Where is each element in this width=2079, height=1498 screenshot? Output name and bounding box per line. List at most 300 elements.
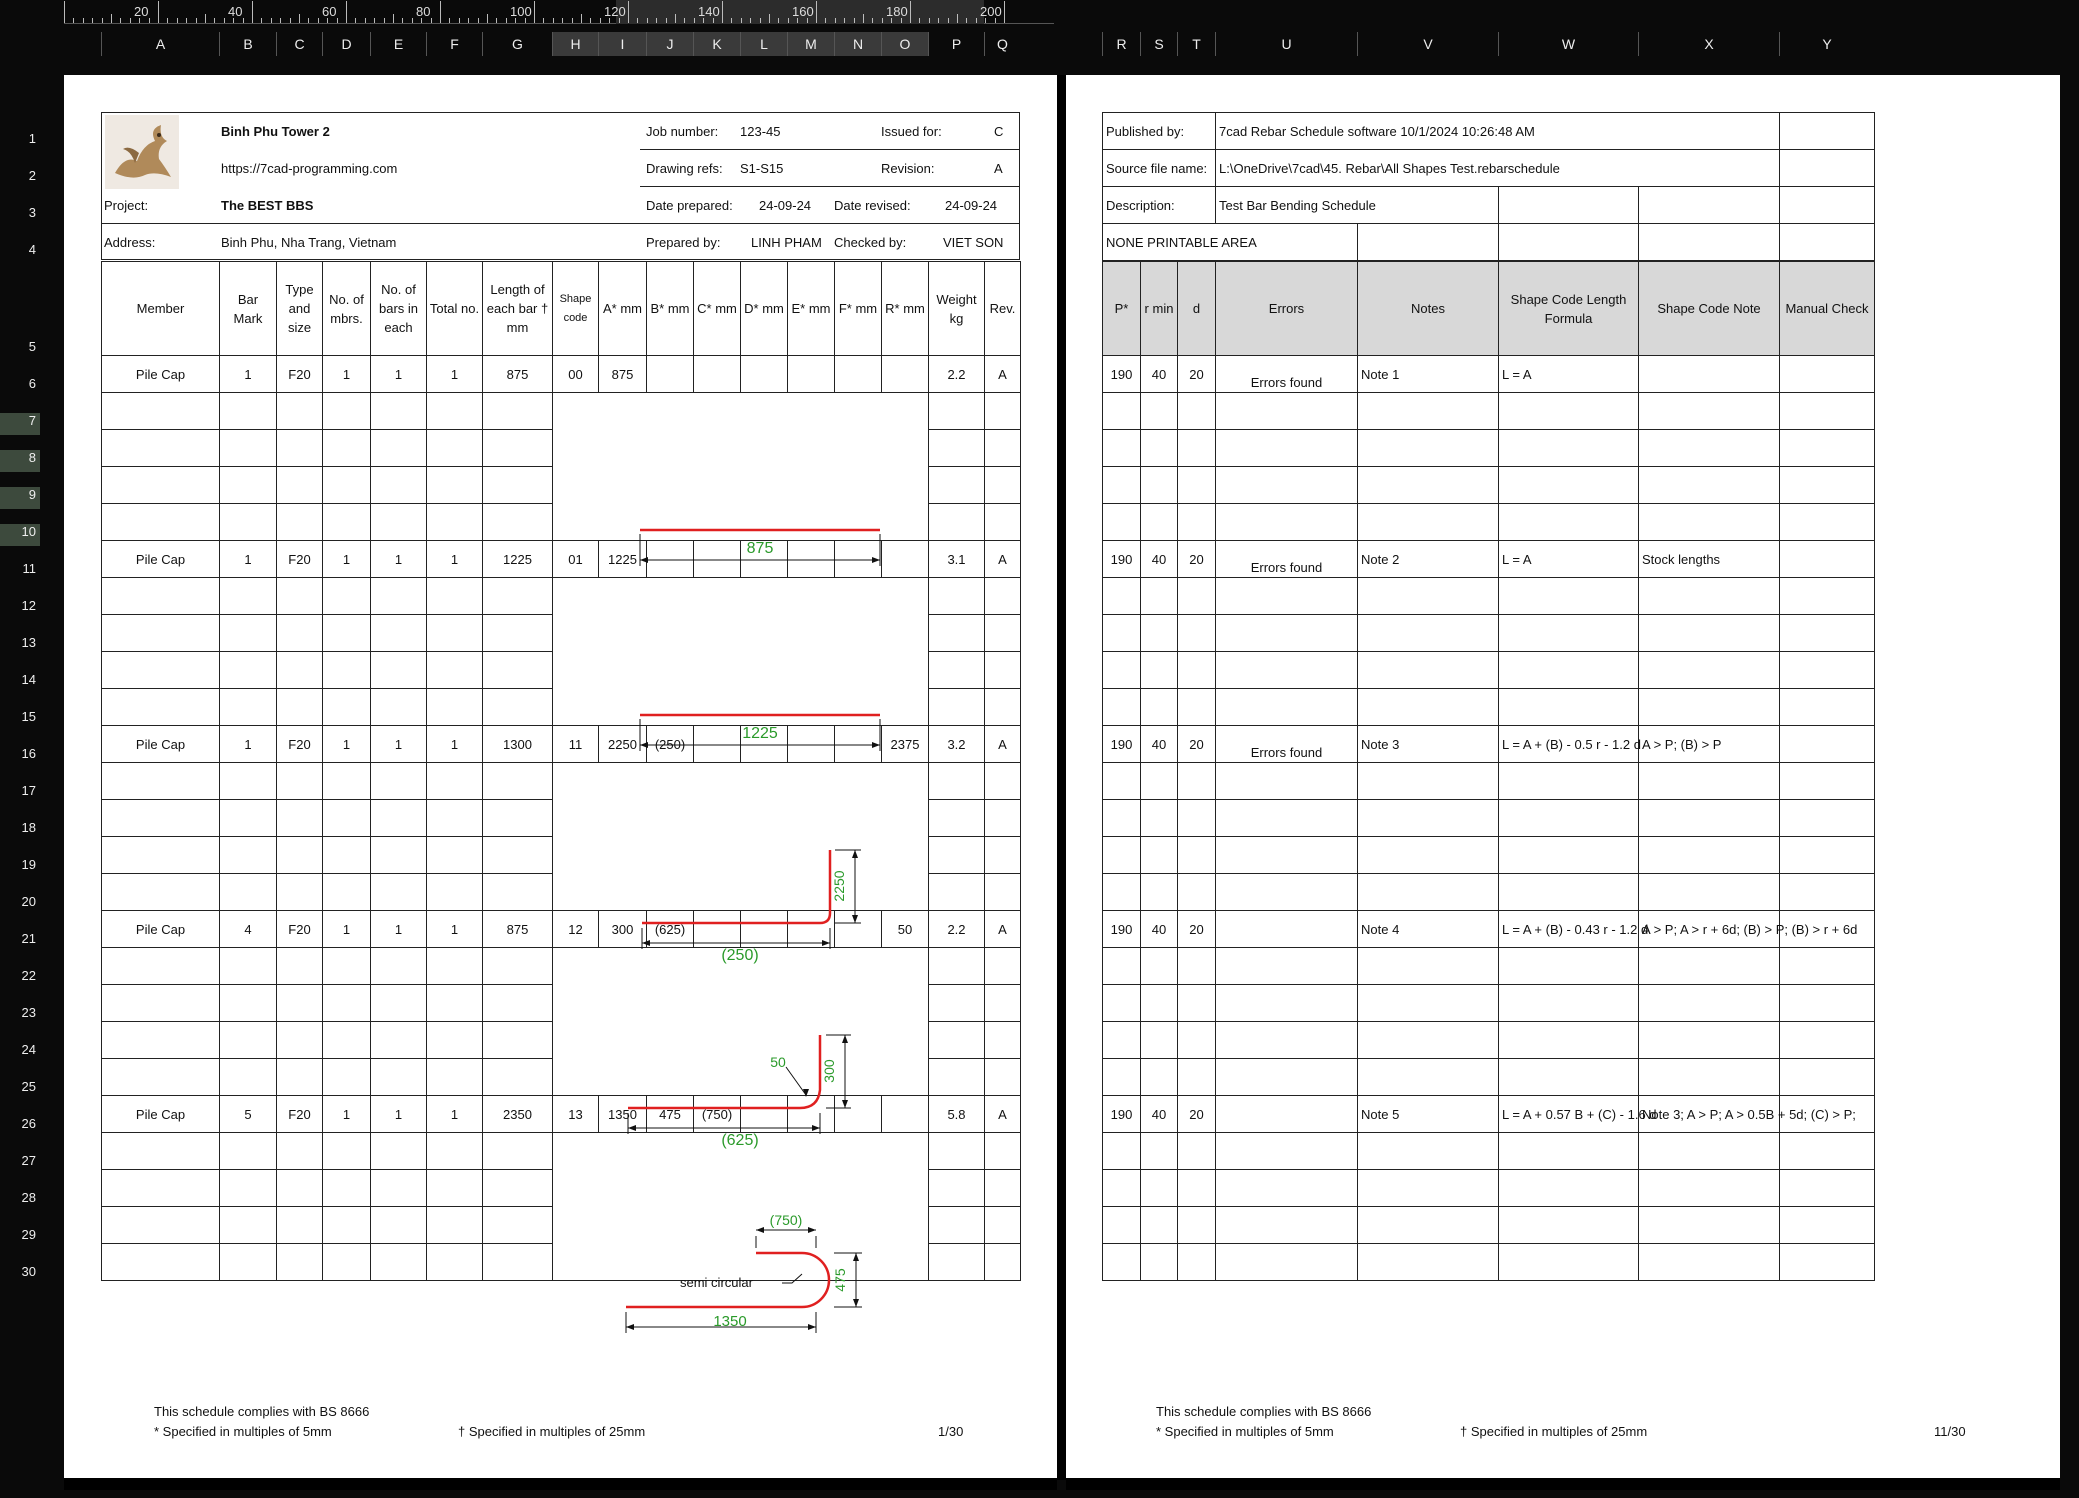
empty-cell[interactable] xyxy=(483,578,553,615)
empty-cell[interactable] xyxy=(483,985,553,1022)
empty-cell[interactable] xyxy=(1141,874,1178,911)
empty-cell[interactable] xyxy=(1499,1059,1639,1096)
empty-cell[interactable] xyxy=(277,689,323,726)
empty-cell[interactable] xyxy=(1639,504,1780,541)
empty-cell[interactable] xyxy=(323,1133,371,1170)
empty-cell[interactable] xyxy=(1358,578,1499,615)
empty-cell[interactable] xyxy=(1639,1207,1780,1244)
cell-total[interactable]: 1 xyxy=(427,356,483,393)
empty-cell[interactable] xyxy=(1178,1170,1216,1207)
cell-member[interactable]: Pile Cap xyxy=(102,356,220,393)
cell-a[interactable]: 875 xyxy=(599,356,647,393)
empty-cell[interactable] xyxy=(1639,763,1780,800)
empty-cell[interactable] xyxy=(102,1133,220,1170)
empty-cell[interactable] xyxy=(371,1059,427,1096)
empty-cell[interactable] xyxy=(323,948,371,985)
empty-cell[interactable] xyxy=(1499,504,1639,541)
empty-cell[interactable] xyxy=(220,1059,277,1096)
check-cell-formula[interactable]: L = A + 0.57 B + (C) - 1.6 d xyxy=(1499,1096,1639,1133)
empty-cell[interactable] xyxy=(1178,837,1216,874)
empty-cell[interactable] xyxy=(323,1207,371,1244)
empty-cell[interactable] xyxy=(220,615,277,652)
empty-cell[interactable] xyxy=(220,763,277,800)
empty-cell[interactable] xyxy=(102,948,220,985)
empty-cell[interactable] xyxy=(277,837,323,874)
empty-cell[interactable] xyxy=(427,1207,483,1244)
empty-cell[interactable] xyxy=(102,1022,220,1059)
column-header-m[interactable]: M xyxy=(787,32,834,56)
empty-cell[interactable] xyxy=(1178,1207,1216,1244)
empty-cell[interactable] xyxy=(1639,837,1780,874)
empty-cell[interactable] xyxy=(1780,1170,1875,1207)
empty-cell[interactable] xyxy=(277,1133,323,1170)
manual-check-cell[interactable] xyxy=(1780,356,1875,393)
cell-a[interactable]: 300 xyxy=(599,911,647,948)
cell-r[interactable]: 2375 xyxy=(882,726,929,763)
empty-cell[interactable] xyxy=(371,874,427,911)
cell-b[interactable]: 475 xyxy=(647,1096,694,1133)
empty-cell[interactable] xyxy=(1780,467,1875,504)
row-header-8[interactable]: 8 xyxy=(0,450,40,472)
check-cell-d[interactable]: 20 xyxy=(1178,1096,1216,1133)
empty-cell[interactable] xyxy=(277,393,323,430)
empty-cell[interactable] xyxy=(1216,1170,1358,1207)
empty-cell[interactable] xyxy=(483,689,553,726)
empty-cell[interactable] xyxy=(1780,393,1875,430)
empty-cell[interactable] xyxy=(1141,837,1178,874)
empty-cell[interactable] xyxy=(1141,578,1178,615)
row-header-27[interactable]: 27 xyxy=(21,1153,36,1168)
empty-cell[interactable] xyxy=(1141,615,1178,652)
empty-cell[interactable] xyxy=(277,985,323,1022)
empty-cell[interactable] xyxy=(427,948,483,985)
empty-cell[interactable] xyxy=(427,652,483,689)
check-cell-d[interactable]: 20 xyxy=(1178,726,1216,763)
check-cell-errors[interactable] xyxy=(1216,911,1358,948)
empty-cell[interactable] xyxy=(1358,1059,1499,1096)
cell-a[interactable]: 1225 xyxy=(599,541,647,578)
cell-shape[interactable]: 13 xyxy=(553,1096,599,1133)
empty-cell[interactable] xyxy=(1358,837,1499,874)
empty-cell[interactable] xyxy=(371,393,427,430)
row-header-4[interactable]: 4 xyxy=(28,242,36,257)
empty-cell[interactable] xyxy=(1216,800,1358,837)
empty-cell[interactable] xyxy=(220,430,277,467)
cell-member[interactable]: Pile Cap xyxy=(102,541,220,578)
empty-cell[interactable] xyxy=(427,874,483,911)
empty-cell[interactable] xyxy=(371,1207,427,1244)
column-header-f[interactable]: F xyxy=(426,32,482,56)
cell-member[interactable]: Pile Cap xyxy=(102,726,220,763)
empty-cell[interactable] xyxy=(483,393,553,430)
cell-r[interactable]: 50 xyxy=(882,911,929,948)
empty-cell[interactable] xyxy=(1358,985,1499,1022)
empty-cell[interactable] xyxy=(1780,615,1875,652)
cell-bar-mark[interactable]: 1 xyxy=(220,356,277,393)
empty-cell[interactable] xyxy=(1178,467,1216,504)
cell-bar-mark[interactable]: 5 xyxy=(220,1096,277,1133)
column-header-r[interactable]: R xyxy=(1102,32,1140,56)
empty-cell[interactable] xyxy=(1639,430,1780,467)
empty-cell[interactable] xyxy=(102,985,220,1022)
cell-type[interactable]: F20 xyxy=(277,356,323,393)
empty-cell[interactable] xyxy=(1178,985,1216,1022)
cell-mbrs[interactable]: 1 xyxy=(323,911,371,948)
cell-length[interactable]: 2350 xyxy=(483,1096,553,1133)
empty-cell[interactable] xyxy=(323,652,371,689)
check-cell-p[interactable]: 190 xyxy=(1103,356,1141,393)
empty-cell[interactable] xyxy=(985,874,1021,911)
cell-member[interactable]: Pile Cap xyxy=(102,1096,220,1133)
empty-cell[interactable] xyxy=(1178,615,1216,652)
empty-cell[interactable] xyxy=(1178,652,1216,689)
empty-cell[interactable] xyxy=(427,430,483,467)
empty-cell[interactable] xyxy=(1639,652,1780,689)
empty-cell[interactable] xyxy=(323,689,371,726)
column-header-h[interactable]: H xyxy=(552,32,598,56)
empty-cell[interactable] xyxy=(483,837,553,874)
column-header-y[interactable]: Y xyxy=(1779,32,1874,56)
check-cell-r[interactable]: 40 xyxy=(1141,1096,1178,1133)
column-header-t[interactable]: T xyxy=(1177,32,1215,56)
empty-cell[interactable] xyxy=(1780,1207,1875,1244)
check-cell-formula[interactable]: L = A + (B) - 0.5 r - 1.2 d xyxy=(1499,726,1639,763)
empty-cell[interactable] xyxy=(220,1244,277,1281)
row-header-18[interactable]: 18 xyxy=(21,820,36,835)
empty-cell[interactable] xyxy=(277,1207,323,1244)
empty-cell[interactable] xyxy=(427,578,483,615)
column-header-g[interactable]: G xyxy=(482,32,552,56)
empty-cell[interactable] xyxy=(483,1244,553,1281)
empty-cell[interactable] xyxy=(1639,985,1780,1022)
empty-cell[interactable] xyxy=(1103,800,1141,837)
empty-cell[interactable] xyxy=(1216,615,1358,652)
empty-cell[interactable] xyxy=(1216,763,1358,800)
empty-cell[interactable] xyxy=(1103,393,1141,430)
website-link[interactable]: https://7cad-programming.com xyxy=(221,161,398,176)
empty-cell[interactable] xyxy=(1141,985,1178,1022)
empty-cell[interactable] xyxy=(1216,1022,1358,1059)
empty-cell[interactable] xyxy=(1141,948,1178,985)
check-cell-formula[interactable]: L = A + (B) - 0.43 r - 1.2 d xyxy=(1499,911,1639,948)
cell-bars-each[interactable]: 1 xyxy=(371,1096,427,1133)
check-cell-r[interactable]: 40 xyxy=(1141,541,1178,578)
check-cell-note[interactable]: Note 3; A > P; A > 0.5B + 5d; (C) > P; xyxy=(1639,1096,1780,1133)
empty-cell[interactable] xyxy=(1499,393,1639,430)
empty-cell[interactable] xyxy=(985,1022,1021,1059)
empty-cell[interactable] xyxy=(1780,652,1875,689)
empty-cell[interactable] xyxy=(323,874,371,911)
cell-type[interactable]: F20 xyxy=(277,911,323,948)
empty-cell[interactable] xyxy=(371,763,427,800)
empty-cell[interactable] xyxy=(323,504,371,541)
empty-cell[interactable] xyxy=(1499,1170,1639,1207)
check-cell-formula[interactable]: L = A xyxy=(1499,356,1639,393)
empty-cell[interactable] xyxy=(1216,578,1358,615)
empty-cell[interactable] xyxy=(1639,615,1780,652)
empty-cell[interactable] xyxy=(1178,504,1216,541)
empty-cell[interactable] xyxy=(985,430,1021,467)
empty-cell[interactable] xyxy=(1780,578,1875,615)
cell-bars-each[interactable]: 1 xyxy=(371,726,427,763)
empty-cell[interactable] xyxy=(102,1207,220,1244)
empty-cell[interactable] xyxy=(1639,1170,1780,1207)
row-header-14[interactable]: 14 xyxy=(21,672,36,687)
row-header-22[interactable]: 22 xyxy=(21,968,36,983)
empty-cell[interactable] xyxy=(1780,1244,1875,1281)
empty-cell[interactable] xyxy=(371,430,427,467)
cell-shape[interactable]: 12 xyxy=(553,911,599,948)
check-cell-formula[interactable]: L = A xyxy=(1499,541,1639,578)
check-cell-r[interactable]: 40 xyxy=(1141,911,1178,948)
cell-weight[interactable]: 5.8 xyxy=(929,1096,985,1133)
empty-cell[interactable] xyxy=(277,1244,323,1281)
empty-cell[interactable] xyxy=(1178,1059,1216,1096)
empty-cell[interactable] xyxy=(1780,763,1875,800)
empty-cell[interactable] xyxy=(1216,1133,1358,1170)
empty-cell[interactable] xyxy=(1639,1059,1780,1096)
empty-cell[interactable] xyxy=(483,1170,553,1207)
empty-cell[interactable] xyxy=(102,689,220,726)
empty-cell[interactable] xyxy=(1358,652,1499,689)
cell-bars-each[interactable]: 1 xyxy=(371,541,427,578)
empty-cell[interactable] xyxy=(1103,689,1141,726)
empty-cell[interactable] xyxy=(1499,837,1639,874)
cell-weight[interactable]: 2.2 xyxy=(929,911,985,948)
empty-cell[interactable] xyxy=(371,615,427,652)
empty-cell[interactable] xyxy=(1141,504,1178,541)
empty-cell[interactable] xyxy=(1639,467,1780,504)
empty-cell[interactable] xyxy=(1141,800,1178,837)
row-header-23[interactable]: 23 xyxy=(21,1005,36,1020)
cell-rev[interactable]: A xyxy=(985,911,1021,948)
row-header-3[interactable]: 3 xyxy=(28,205,36,220)
empty-cell[interactable] xyxy=(102,652,220,689)
empty-cell[interactable] xyxy=(1780,1022,1875,1059)
empty-cell[interactable] xyxy=(985,837,1021,874)
empty-cell[interactable] xyxy=(1358,393,1499,430)
check-cell-r[interactable]: 40 xyxy=(1141,726,1178,763)
empty-cell[interactable] xyxy=(1178,800,1216,837)
empty-cell[interactable] xyxy=(277,430,323,467)
empty-cell[interactable] xyxy=(1216,874,1358,911)
empty-cell[interactable] xyxy=(1141,467,1178,504)
empty-cell[interactable] xyxy=(483,948,553,985)
cell-type[interactable]: F20 xyxy=(277,726,323,763)
empty-cell[interactable] xyxy=(1103,615,1141,652)
cell-shape[interactable]: 11 xyxy=(553,726,599,763)
empty-cell[interactable] xyxy=(1216,1244,1358,1281)
empty-cell[interactable] xyxy=(1178,874,1216,911)
empty-cell[interactable] xyxy=(220,1207,277,1244)
empty-cell[interactable] xyxy=(277,1170,323,1207)
check-cell-notes[interactable]: Note 5 xyxy=(1358,1096,1499,1133)
row-header-10[interactable]: 10 xyxy=(0,524,40,546)
row-header-15[interactable]: 15 xyxy=(21,709,36,724)
empty-cell[interactable] xyxy=(427,1170,483,1207)
empty-cell[interactable] xyxy=(323,1170,371,1207)
empty-cell[interactable] xyxy=(220,800,277,837)
check-cell-notes[interactable]: Note 2 xyxy=(1358,541,1499,578)
empty-cell[interactable] xyxy=(1358,467,1499,504)
empty-cell[interactable] xyxy=(1141,1244,1178,1281)
empty-cell[interactable] xyxy=(427,837,483,874)
empty-cell[interactable] xyxy=(1103,504,1141,541)
empty-cell[interactable] xyxy=(1780,985,1875,1022)
empty-cell[interactable] xyxy=(1216,948,1358,985)
column-header-k[interactable]: K xyxy=(693,32,740,56)
column-header-o[interactable]: O xyxy=(881,32,928,56)
empty-cell[interactable] xyxy=(323,837,371,874)
cell-c[interactable]: (750) xyxy=(694,1096,741,1133)
empty-cell[interactable] xyxy=(985,467,1021,504)
empty-cell[interactable] xyxy=(1499,763,1639,800)
empty-cell[interactable] xyxy=(102,393,220,430)
empty-cell[interactable] xyxy=(1358,1207,1499,1244)
empty-cell[interactable] xyxy=(277,874,323,911)
empty-cell[interactable] xyxy=(985,985,1021,1022)
empty-cell[interactable] xyxy=(102,1170,220,1207)
manual-check-cell[interactable] xyxy=(1780,726,1875,763)
empty-cell[interactable] xyxy=(1358,1170,1499,1207)
empty-cell[interactable] xyxy=(323,467,371,504)
empty-cell[interactable] xyxy=(1103,1133,1141,1170)
cell-bar-mark[interactable]: 1 xyxy=(220,726,277,763)
empty-cell[interactable] xyxy=(1499,1133,1639,1170)
empty-cell[interactable] xyxy=(427,763,483,800)
empty-cell[interactable] xyxy=(1216,652,1358,689)
row-header-29[interactable]: 29 xyxy=(21,1227,36,1242)
empty-cell[interactable] xyxy=(371,1133,427,1170)
empty-cell[interactable] xyxy=(427,985,483,1022)
cell-total[interactable]: 1 xyxy=(427,1096,483,1133)
empty-cell[interactable] xyxy=(323,1022,371,1059)
empty-cell[interactable] xyxy=(102,763,220,800)
empty-cell[interactable] xyxy=(483,1059,553,1096)
empty-cell[interactable] xyxy=(1499,467,1639,504)
empty-cell[interactable] xyxy=(1639,393,1780,430)
empty-cell[interactable] xyxy=(1103,467,1141,504)
cell-bar-mark[interactable]: 4 xyxy=(220,911,277,948)
empty-cell[interactable] xyxy=(483,800,553,837)
empty-cell[interactable] xyxy=(102,1059,220,1096)
row-header-1[interactable]: 1 xyxy=(28,131,36,146)
empty-cell[interactable] xyxy=(1103,763,1141,800)
cell-b[interactable] xyxy=(647,356,694,393)
empty-cell[interactable] xyxy=(483,1133,553,1170)
check-cell-note[interactable] xyxy=(1639,356,1780,393)
empty-cell[interactable] xyxy=(1639,1022,1780,1059)
empty-cell[interactable] xyxy=(1639,948,1780,985)
check-cell-p[interactable]: 190 xyxy=(1103,911,1141,948)
empty-cell[interactable] xyxy=(323,800,371,837)
empty-cell[interactable] xyxy=(427,393,483,430)
empty-cell[interactable] xyxy=(371,985,427,1022)
empty-cell[interactable] xyxy=(323,763,371,800)
empty-cell[interactable] xyxy=(371,1170,427,1207)
cell-weight[interactable]: 2.2 xyxy=(929,356,985,393)
empty-cell[interactable] xyxy=(220,1022,277,1059)
empty-cell[interactable] xyxy=(427,689,483,726)
cell-b[interactable]: (625) xyxy=(647,911,694,948)
cell-member[interactable]: Pile Cap xyxy=(102,911,220,948)
row-header-21[interactable]: 21 xyxy=(21,931,36,946)
empty-cell[interactable] xyxy=(277,1059,323,1096)
empty-cell[interactable] xyxy=(102,578,220,615)
column-header-x[interactable]: X xyxy=(1638,32,1779,56)
empty-cell[interactable] xyxy=(277,652,323,689)
empty-cell[interactable] xyxy=(1639,1133,1780,1170)
empty-cell[interactable] xyxy=(427,1244,483,1281)
empty-cell[interactable] xyxy=(985,615,1021,652)
empty-cell[interactable] xyxy=(1358,430,1499,467)
empty-cell[interactable] xyxy=(427,467,483,504)
empty-cell[interactable] xyxy=(371,467,427,504)
empty-cell[interactable] xyxy=(220,578,277,615)
cell-c[interactable] xyxy=(694,356,741,393)
check-cell-note[interactable]: A > P; A > r + 6d; (B) > P; (B) > r + 6d xyxy=(1639,911,1780,948)
column-header-w[interactable]: W xyxy=(1498,32,1638,56)
empty-cell[interactable] xyxy=(1141,1059,1178,1096)
cell-mbrs[interactable]: 1 xyxy=(323,726,371,763)
empty-cell[interactable] xyxy=(1358,1022,1499,1059)
check-cell-errors[interactable]: Errors found xyxy=(1216,541,1358,578)
empty-cell[interactable] xyxy=(1780,874,1875,911)
column-header-d[interactable]: D xyxy=(322,32,370,56)
cell-type[interactable]: F20 xyxy=(277,541,323,578)
row-header-28[interactable]: 28 xyxy=(21,1190,36,1205)
empty-cell[interactable] xyxy=(220,393,277,430)
empty-cell[interactable] xyxy=(323,985,371,1022)
cell-length[interactable]: 1300 xyxy=(483,726,553,763)
empty-cell[interactable] xyxy=(1103,985,1141,1022)
empty-cell[interactable] xyxy=(102,800,220,837)
empty-cell[interactable] xyxy=(1780,948,1875,985)
empty-cell[interactable] xyxy=(1358,1133,1499,1170)
empty-cell[interactable] xyxy=(985,504,1021,541)
empty-cell[interactable] xyxy=(1103,948,1141,985)
cell-total[interactable]: 1 xyxy=(427,726,483,763)
empty-cell[interactable] xyxy=(1103,1022,1141,1059)
empty-cell[interactable] xyxy=(1178,578,1216,615)
empty-cell[interactable] xyxy=(1499,615,1639,652)
empty-cell[interactable] xyxy=(1141,430,1178,467)
empty-cell[interactable] xyxy=(277,800,323,837)
empty-cell[interactable] xyxy=(1103,874,1141,911)
empty-cell[interactable] xyxy=(1499,1207,1639,1244)
empty-cell[interactable] xyxy=(1780,504,1875,541)
check-cell-d[interactable]: 20 xyxy=(1178,911,1216,948)
empty-cell[interactable] xyxy=(277,504,323,541)
column-header-p[interactable]: P xyxy=(928,32,984,56)
cell-e[interactable] xyxy=(788,356,835,393)
empty-cell[interactable] xyxy=(277,763,323,800)
empty-cell[interactable] xyxy=(323,615,371,652)
cell-shape[interactable]: 00 xyxy=(553,356,599,393)
empty-cell[interactable] xyxy=(277,578,323,615)
empty-cell[interactable] xyxy=(985,948,1021,985)
column-header-c[interactable]: C xyxy=(276,32,322,56)
column-header-i[interactable]: I xyxy=(598,32,646,56)
check-cell-d[interactable]: 20 xyxy=(1178,356,1216,393)
empty-cell[interactable] xyxy=(1780,1133,1875,1170)
empty-cell[interactable] xyxy=(220,874,277,911)
check-cell-notes[interactable]: Note 4 xyxy=(1358,911,1499,948)
cell-bar-mark[interactable]: 1 xyxy=(220,541,277,578)
cell-weight[interactable]: 3.1 xyxy=(929,541,985,578)
column-header-l[interactable]: L xyxy=(740,32,787,56)
row-header-12[interactable]: 12 xyxy=(21,598,36,613)
